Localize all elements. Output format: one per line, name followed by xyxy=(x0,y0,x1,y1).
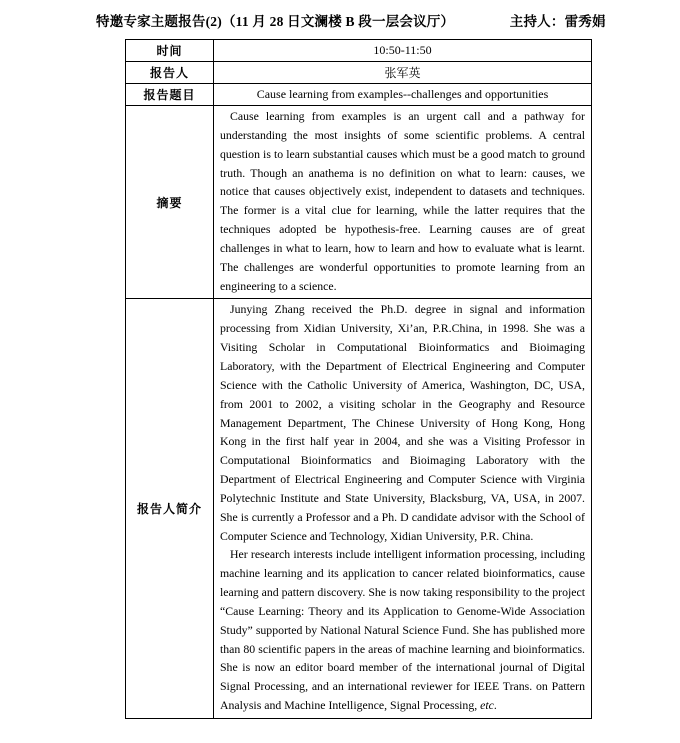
time-value: 10:50-11:50 xyxy=(214,40,592,62)
abstract-label: 摘要 xyxy=(126,106,214,299)
abstract-cell xyxy=(214,106,592,299)
report-info-table xyxy=(125,39,592,719)
topic-label: 报告题目 xyxy=(126,84,214,106)
host-label: 主持人：雷秀娟 xyxy=(509,14,606,29)
speaker-value: 张军英 xyxy=(214,62,592,84)
bio-paragraph-2 xyxy=(220,545,585,715)
topic-value: Cause learning from examples--challenges and opportunities xyxy=(214,84,592,106)
bio-label: 报告人简介 xyxy=(126,299,214,719)
table-row-topic xyxy=(126,84,592,106)
table-row-bio xyxy=(126,299,592,719)
page-header xyxy=(0,0,680,30)
table-row-speaker xyxy=(126,62,592,84)
bio-paragraph-1: Junying Zhang received the Ph.D. degree in signal and information processing from Xidian University, Xi’an, P.R.China, in 1998. She was a Visiting Scholar in Computational Bioinformatics and Bioimaging Laboratory, with the Department of Electrical Engineering and Computer Science with the Catholic University of America, Washington, DC, USA, from 2001 to 2002, a visiting scholar in the Geography and Resource Management Department, The Chinese University of Hong Kong, Hong Kong in the first half year in 2004, and she was a Visiting Professor in Computational Bioinformatics and Bioimaging Laboratory with the Department of Electrical Engineering and Computer Science with Virginia Polytechnic Institute and State University, Blacksburg, VA, USA, in 2007. She is currently a Professor and a Ph. D candidate advisor with the School of Computer Science and Technology, Xidian University, P.R. China. xyxy=(220,302,585,543)
speaker-label: 报告人 xyxy=(126,62,214,84)
bio-cell xyxy=(214,299,592,719)
table-row-time xyxy=(126,40,592,62)
time-label: 时间 xyxy=(126,40,214,62)
bio-paragraph-2-period: . xyxy=(493,698,497,713)
bio-etc-italic: etc xyxy=(480,698,494,713)
abstract-paragraph: Cause learning from examples is an urgent call and a pathway for understanding the most insights of some scientific problems. A central question is to learn substantial causes which must be a good match to ground truth. Though an anathema is no definition on what to learn: causes, we notice that causes objectively exist, independent to datasets and techniques. The former is a vital clue for learning, while the latter requires that the techniques adopted be hypothesis-free. Learning causes are of great challenges in what to learn, how to learn and how to evaluate what is learnt. The challenges are wonderful opportunities to promote learning from an engineering to a science. xyxy=(220,109,585,293)
table-row-abstract xyxy=(126,106,592,299)
bio-paragraph-2-text: Her research interests include intelligent information processing, including machine learning and its application to cancer related bioinformatics, cause learning and pattern discovery. She is now taking responsibility to the project “Cause Learning: Theory and its Application to Genome-Wide Association Study” supported by National Natural Science Fund. She has published more than 80 scientific papers in the areas of machine learning and bioinformatics. She is now an editor board member of the international journal of Digital Signal Processing, and an international reviewer for IEEE Trans. on Pattern Analysis and Machine Intelligence, Signal Processing, xyxy=(220,547,585,713)
page-title: 特邀专家主题报告(2)（11 月 28 日文澜楼 B 段一层会议厅） xyxy=(96,14,455,29)
